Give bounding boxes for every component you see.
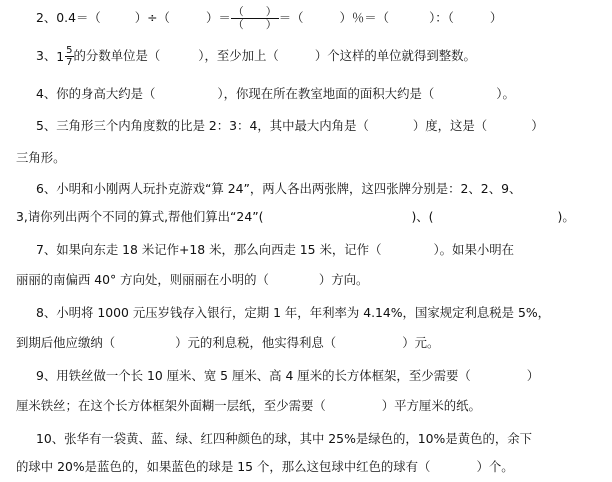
q4-b: ），你现在所在教室地面的面积大约是（ (217, 86, 435, 101)
q3-mixed-number (56, 45, 73, 68)
q2-pct: ）％＝（ (339, 10, 390, 25)
q5-a: 5、三角形三个内角度数的比是 2：3：4，其中最大内角是（ (36, 118, 369, 133)
q9-d: ）平方厘米的纸。 (381, 398, 481, 413)
question-9 (36, 368, 539, 384)
question-10-line-2 (16, 459, 514, 475)
q2-colon: ）：（ (429, 10, 454, 25)
q2-fraction-blank (231, 6, 279, 31)
q7-a: 7、如果向东走 18 米记作+18 米，那么向西走 15 米，记作（ (36, 242, 382, 257)
q7-c: 丽丽的南偏西 40° 方向处，则丽丽在小明的（ (16, 272, 269, 287)
q8-a: 到期后他应缴纳（ (16, 335, 116, 350)
q9-b: ） (526, 368, 540, 383)
q6-b: )、( (411, 209, 434, 224)
question-4 (36, 86, 515, 102)
q8-c: ）元。 (402, 335, 440, 350)
q4-c: ）。 (496, 86, 515, 101)
question-8 (36, 305, 550, 321)
q3-numerator: 5 (66, 45, 73, 56)
q2-prefix: 2、0.4＝（ (36, 10, 101, 25)
q3-end: ）个这样的单位就得到整数。 (314, 48, 476, 63)
q7-d: ）方向。 (318, 272, 369, 287)
q10-b: ）个。 (476, 459, 514, 474)
q3-mid: 的分数单位是（ (73, 48, 161, 63)
q10-a: 的球中 20%是蓝色的，如果蓝色的球是 15 个，那么这包球中红色的球有（ (16, 459, 431, 474)
q5-c: ） (531, 118, 544, 133)
q9-c: 厘米铁丝；在这个长方体框架外面糊一层纸，至少需要（ (16, 398, 326, 413)
q5-b: ）度，这是（ (412, 118, 488, 133)
q6-line1: 6、小明和小刚两人玩扑克游戏“算 24”，两人各出两张牌，这四张牌分别是：2、2、9、 (36, 181, 522, 196)
q4-a: 4、你的身高大约是（ (36, 86, 156, 101)
q3-denominator: 7 (66, 57, 73, 68)
question-10 (36, 431, 532, 447)
question-5-line-2 (16, 150, 66, 166)
q3-whole: 1 (56, 48, 65, 64)
question-9-line-2 (16, 398, 481, 414)
question-7-line-2 (16, 272, 368, 288)
question-6 (36, 181, 521, 197)
q2-end: ） (489, 10, 503, 25)
q8-b: ）元的利息税，他实得利息（ (175, 335, 337, 350)
q9-a: 9、用铁丝做一个长 10 厘米、宽 5 厘米、高 4 厘米的长方体框架，至少需要（ (36, 368, 471, 383)
q6-c: )。 (557, 209, 575, 224)
q2-eq: ）＝ (205, 10, 231, 25)
question-8-line-2 (16, 335, 439, 351)
question-6-line-2 (16, 209, 575, 225)
q2-frac-denominator: （ ） (232, 18, 277, 31)
q10-line1: 10、张华有一袋黄、蓝、绿、红四种颜色的球，其中 25%是绿色的，10%是黄色的，余下 (36, 431, 533, 446)
q3-mid2: ），至少加上（ (198, 48, 279, 63)
question-3 (36, 45, 476, 68)
q7-b: ）。如果小明在 (433, 242, 515, 257)
question-7 (36, 242, 514, 258)
q2-frac-numerator: （ ） (232, 5, 277, 18)
question-2 (36, 6, 502, 31)
q2-eq2: ＝（ (278, 10, 304, 25)
q3-prefix: 3、 (36, 48, 57, 63)
q8-line1: 8、小明将 1000 元压岁钱存入银行，定期 1 年，年利率为 4.14%，国家规定利息税是 5%， (36, 305, 551, 320)
q6-a: 3,请你列出两个不同的算式,帮他们算出“24”( (16, 209, 264, 224)
q5-line2: 三角形。 (16, 150, 66, 165)
question-5 (36, 118, 544, 134)
q2-div: ）÷（ (134, 10, 170, 25)
